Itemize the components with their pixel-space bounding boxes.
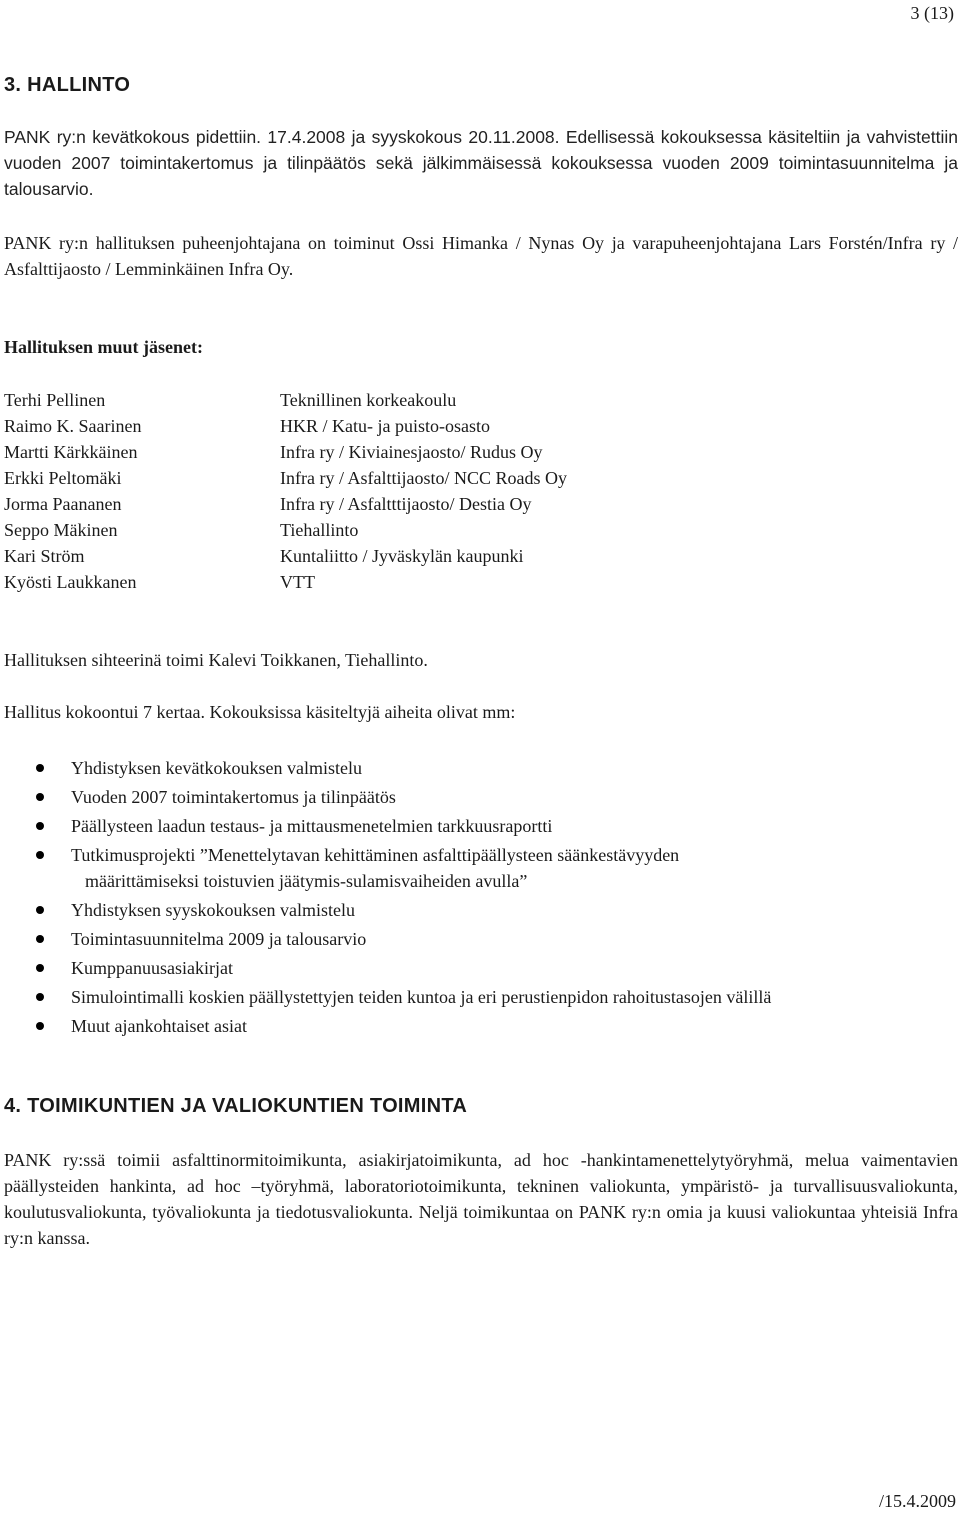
member-row — [4, 387, 904, 413]
committees-paragraph: PANK ry:ssä toimii asfalttinormitoimikunta, asiakirjatoimikunta, ad hoc -hankintamenettelytyöryhmä, melua vaimentavien päällysteiden hankinta, ad hoc –työryhmä, laboratoriotoimikunta, tekninen valiokunta, ympäristö- ja turvallisuusvaliokunta, koulutusvaliokunta, työvaliokunta ja tiedotusvaliokunta. Neljä toimikuntaa on PANK ry:n omia ja kuusi valiokuntaa yhteisiä Infra ry:n kanssa. — [4, 1150, 958, 1248]
list-item — [0, 755, 960, 781]
section-4-heading: 4. TOIMIKUNTIEN JA VALIOKUNTIEN TOIMINTA — [4, 1095, 468, 1117]
list-item-text: Toimintasuunnitelma 2009 ja talousarvio — [71, 929, 367, 949]
list-item — [0, 984, 960, 1010]
member-row — [4, 439, 904, 465]
list-item-text: Muut ajankohtaiset asiat — [71, 1016, 247, 1036]
bullet-icon — [36, 906, 44, 914]
board-meetings-paragraph: Hallitus kokoontui 7 kertaa. Kokouksissa käsiteltyjä aiheita olivat mm: — [4, 702, 516, 722]
bullet-icon — [36, 1022, 44, 1030]
section-3-heading: 3. HALLINTO — [4, 74, 131, 96]
list-item-text: Yhdistyksen kevätkokouksen valmistelu — [71, 758, 362, 778]
bullet-icon — [36, 793, 44, 801]
member-organization: Teknillinen korkeakoulu — [280, 390, 457, 410]
bullet-icon — [36, 764, 44, 772]
list-item-text: Päällysteen laadun testaus- ja mittausmenetelmien tarkkuusraportti — [71, 816, 553, 836]
member-row — [4, 517, 904, 543]
member-row — [4, 413, 904, 439]
list-item-text: Tutkimusprojekti ”Menettelytavan kehittäminen asfalttipäällysteen säänkestävyyden — [71, 845, 680, 865]
member-organization: Infra ry / Kiviainesjaosto/ Rudus Oy — [280, 442, 543, 462]
member-row — [4, 465, 904, 491]
page-number: 3 (13) — [910, 3, 954, 23]
member-name: Erkki Peltomäki — [4, 468, 122, 488]
list-item — [0, 1013, 960, 1039]
member-name: Kari Ström — [4, 546, 85, 566]
member-name: Kyösti Laukkanen — [4, 572, 137, 592]
member-organization: Infra ry / Asfaltttijaosto/ Destia Oy — [280, 494, 532, 514]
member-organization: HKR / Katu- ja puisto-osasto — [280, 416, 490, 436]
member-row — [4, 543, 904, 569]
chair-paragraph: PANK ry:n hallituksen puheenjohtajana on toiminut Ossi Himanka / Nynas Oy ja varapuheenjohtajana Lars Forstén/Infra ry / Asfalttijaosto / Lemminkäinen Infra Oy. — [4, 233, 958, 279]
board-members-list — [4, 387, 904, 595]
list-item — [0, 842, 960, 894]
list-item-text-continued: määrittämiseksi toistuvien jäätymis-sulamisvaiheiden avulla” — [85, 871, 528, 891]
topics-list — [0, 755, 960, 1042]
secretary-paragraph: Hallituksen sihteerinä toimi Kalevi Toikkanen, Tiehallinto. — [4, 650, 428, 670]
bullet-icon — [36, 964, 44, 972]
meetings-paragraph: PANK ry:n kevätkokous pidettiin. 17.4.2008 ja syyskokous 20.11.2008. Edellisessä kokouksessa käsiteltiin ja vahvistettiin vuoden 2007 toimintakertomus ja tilinpäätös sekä jälkimmäisessä kokouksessa vuoden 2009 toimintasuunnitelma ja talousarvio. — [4, 127, 958, 199]
member-organization: Infra ry / Asfalttijaosto/ NCC Roads Oy — [280, 468, 567, 488]
bullet-icon — [36, 822, 44, 830]
member-organization: VTT — [280, 572, 315, 592]
list-item — [0, 897, 960, 923]
members-heading: Hallituksen muut jäsenet: — [4, 337, 204, 357]
member-organization: Tiehallinto — [280, 520, 359, 540]
member-name: Raimo K. Saarinen — [4, 416, 142, 436]
list-item-text: Vuoden 2007 toimintakertomus ja tilinpäätös — [71, 787, 396, 807]
member-name: Terhi Pellinen — [4, 390, 106, 410]
member-row — [4, 491, 904, 517]
member-row — [4, 569, 904, 595]
list-item-text: Simulointimalli koskien päällystettyjen teiden kuntoa ja eri perustienpidon rahoitustasojen välillä — [71, 987, 772, 1007]
member-name: Jorma Paananen — [4, 494, 122, 514]
footer-date: /15.4.2009 — [878, 1491, 956, 1511]
bullet-icon — [36, 993, 44, 1001]
member-organization: Kuntaliitto / Jyväskylän kaupunki — [280, 546, 524, 566]
bullet-icon — [36, 935, 44, 943]
member-name: Seppo Mäkinen — [4, 520, 118, 540]
member-name: Martti Kärkkäinen — [4, 442, 138, 462]
list-item-text: Yhdistyksen syyskokouksen valmistelu — [71, 900, 355, 920]
list-item — [0, 926, 960, 952]
list-item-text: Kumppanuusasiakirjat — [71, 958, 233, 978]
list-item — [0, 955, 960, 981]
bullet-icon — [36, 851, 44, 859]
list-item — [0, 813, 960, 839]
list-item — [0, 784, 960, 810]
